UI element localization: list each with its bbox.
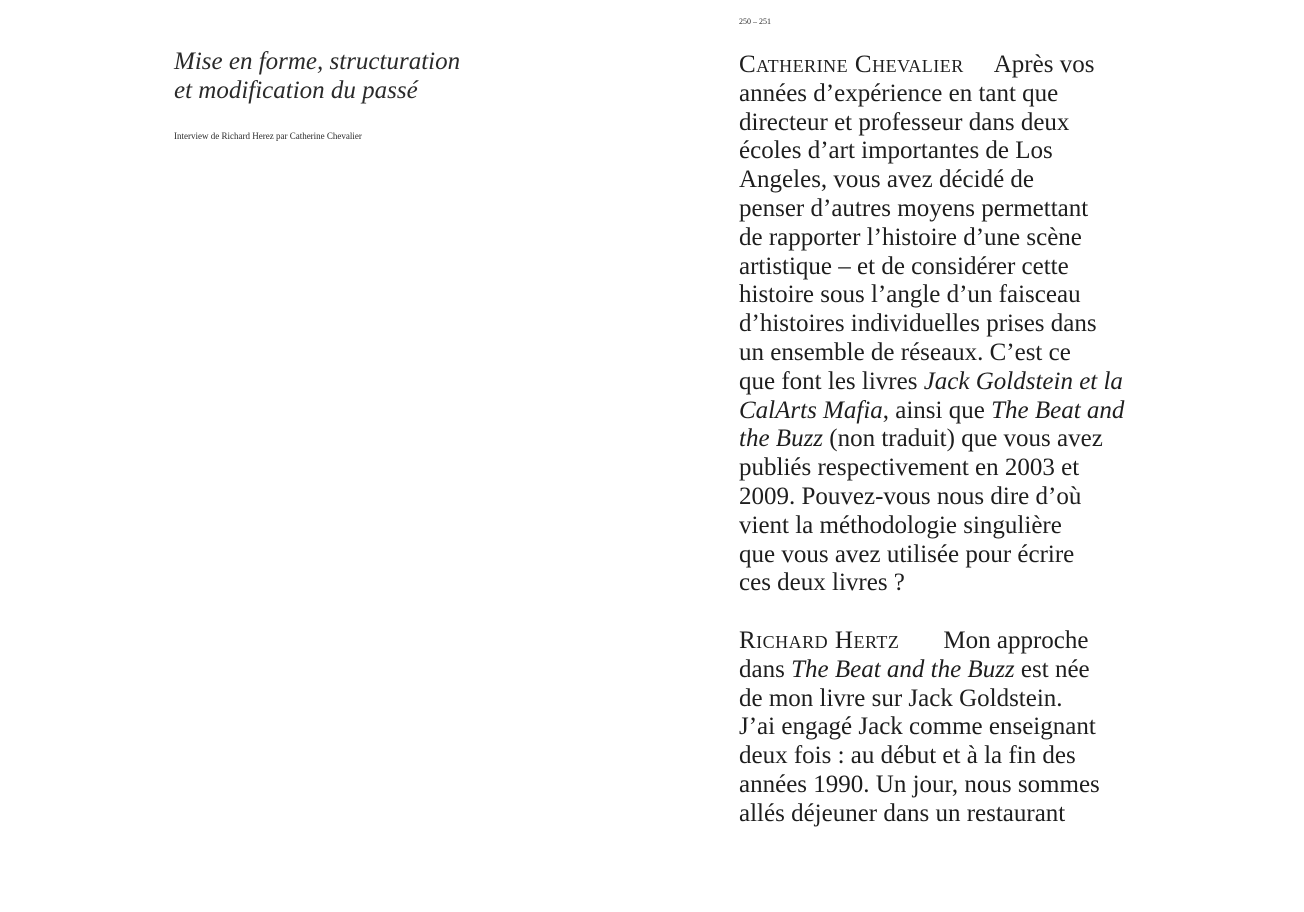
text-line: d’histoires individuelles prises dans <box>739 310 1097 338</box>
text-line: écoles d’art importantes de Los <box>739 137 1053 165</box>
text-line: un ensemble de réseaux. C’est ce <box>739 338 1071 366</box>
text-line: de mon livre sur Jack Goldstein. <box>739 684 1063 712</box>
text-line: de rapporter l’histoire d’une scène <box>739 223 1082 251</box>
answer-paragraph <box>739 627 1139 829</box>
chapter-title <box>174 47 514 105</box>
text-line <box>739 656 1139 685</box>
text-line: années d’expérience en tant que <box>739 79 1059 107</box>
text-span: dans <box>739 655 792 683</box>
text-line <box>739 51 1139 80</box>
text-span: Après vos <box>993 51 1095 78</box>
byline: Interview de Richard Herez par Catherine Chevalier <box>174 131 362 141</box>
chapter-title-line-2: et modification du passé <box>174 77 418 104</box>
text-line <box>739 397 1139 426</box>
text-line: années 1990. Un jour, nous sommes <box>739 770 1100 798</box>
text-line: publiés respectivement en 2003 et <box>739 454 1080 482</box>
text-line: que vous avez utilisée pour écrire <box>739 540 1075 568</box>
question-paragraph <box>739 51 1139 598</box>
text-line: deux fois : au début et à la fin des <box>739 742 1076 770</box>
book-title-italic: CalArts Mafia <box>739 396 883 424</box>
speaker-name-richard: Richard Hertz <box>739 626 900 654</box>
text-line: J’ai engagé Jack comme enseignant <box>739 713 1096 741</box>
text-line: allés déjeuner dans un restaurant <box>739 799 1066 827</box>
book-title-italic: The Beat and <box>991 396 1125 424</box>
text-line <box>739 425 1139 454</box>
right-page <box>652 0 1304 912</box>
interview-body <box>739 51 1139 829</box>
text-line: penser d’autres moyens permettant <box>739 194 1089 222</box>
page-numbers: 250 – 251 <box>739 17 771 26</box>
text-line: vient la méthodologie singulière <box>739 511 1062 539</box>
chapter-title-line-1: Mise en forme, structuration <box>174 48 461 75</box>
text-line <box>739 627 1139 656</box>
text-line <box>739 368 1139 397</box>
text-line: directeur et professeur dans deux <box>739 108 1070 136</box>
book-title-italic: The Beat and the Buzz <box>791 655 1015 683</box>
text-line: histoire sous l’angle d’un faisceau <box>739 281 1081 309</box>
book-title-italic: the Buzz <box>739 425 824 453</box>
text-span: (non traduit) que vous avez <box>823 425 1103 453</box>
text-line: ces deux livres ? <box>739 569 905 597</box>
text-span: , ainsi que <box>882 396 992 424</box>
speaker-name-catherine: Catherine Chevalier <box>739 51 964 78</box>
text-line: 2009. Pouvez-vous nous dire d’où <box>739 482 1082 510</box>
text-span: est née <box>1014 655 1090 683</box>
text-line: artistique – et de considérer cette <box>739 252 1069 280</box>
text-span: Mon approche <box>943 626 1089 654</box>
book-title-italic: Jack Goldstein et la <box>923 367 1123 395</box>
text-span: que font les livres <box>739 367 924 395</box>
text-line: Angeles, vous avez décidé de <box>739 166 1035 194</box>
